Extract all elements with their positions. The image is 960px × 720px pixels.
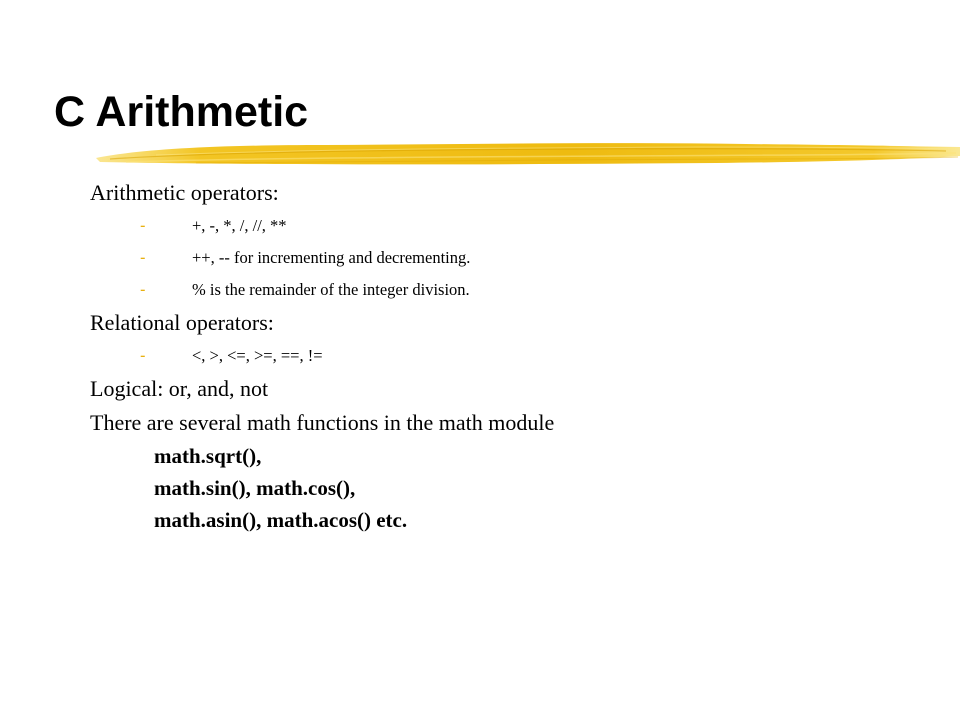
- dash-marker: -: [140, 347, 146, 365]
- sub-bullet-text: % is the remainder of the integer division.: [192, 280, 470, 299]
- dash-marker: -: [140, 281, 146, 299]
- sub-bullet-text: ++, -- for incrementing and decrementing.: [192, 248, 471, 267]
- bullet-relational-operators: Relational operators:: [90, 310, 274, 335]
- sub-bullet-text: <, >, <=, >=, ==, !=: [192, 346, 323, 365]
- math-example-sqrt: math.sqrt(),: [154, 444, 262, 468]
- bullet-logical-operators: Logical: or, and, not: [90, 376, 269, 401]
- slide-title: C Arithmetic: [54, 88, 309, 136]
- sub-bullet-text: +, -, *, /, //, **: [192, 216, 287, 235]
- slide-body: [90, 176, 930, 536]
- bullet-arithmetic-operators: Arithmetic operators:: [90, 180, 279, 205]
- sub-bullet-increment-decrement: [90, 242, 930, 274]
- bullet-math-functions: There are several math functions in the math module: [90, 410, 555, 435]
- title-underline-brush-stroke: [96, 136, 960, 170]
- dash-marker: -: [140, 217, 146, 235]
- math-example-asin-acos: math.asin(), math.acos() etc.: [154, 508, 408, 532]
- sub-bullet-comparison-operators: [90, 340, 930, 372]
- sub-bullet-remainder: [90, 274, 930, 306]
- math-example-sin-cos: math.sin(), math.cos(),: [154, 476, 356, 500]
- dash-marker: -: [140, 249, 146, 267]
- sub-bullet-basic-operators: [90, 210, 930, 242]
